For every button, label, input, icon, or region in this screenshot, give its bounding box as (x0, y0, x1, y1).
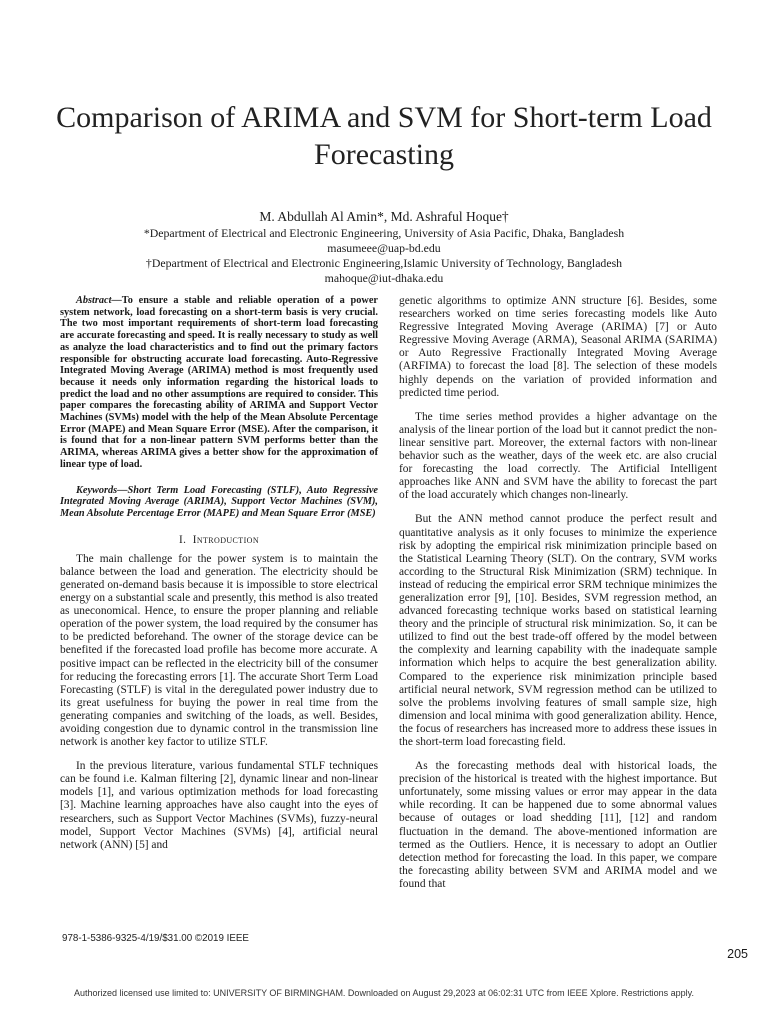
abstract (60, 295, 378, 471)
body-paragraph: As the forecasting methods deal with historical loads, the precision of the historical is treated with the highest importance. But unfortunately, some missing values or error may appear in the data while recording. It can be happened due to some abnormal values because of outages or load shedding [11], [12] and random fluctuation in the demand. The above-mentioned information are termed as the Outliers. Hence, it is necessary to adopt an Outlier detection method for forecasting the load. In this paper, we compare the forecasting ability between SVM and ARIMA model and we found that (399, 760, 717, 890)
body-paragraph: In the previous literature, various fundamental STLF techniques can be found i.e. Kalman filtering [2], dynamic linear and non-linear models [1], and various optimization methods for load forecasting [3]. Machine learning approaches have also caught into the eyes of researchers, such as Support Vector Machines (SVMs), fuzzy-neural model, Support Vector Machines (SVMs) [4], artificial neural network (ANN) [5] and (60, 760, 378, 851)
abstract-text: To ensure a stable and reliable operation of a power system network, load forecasting on a short-term basis is very crucial. The two most important requirements of short-term load forecasting are accurate forecasting and speed. It is really necessary to study as well as analyze the load characteristics and to find out the primary factors responsible for obstructing accurate load forecasting. Auto-Regressive Integrated Moving Average (ARIMA) method is most frequently used because it needs only information regarding the historical loads to predict the load and no other assumptions are required to consider. This paper compares the forecasting ability of ARIMA and Support Vector Machines (SVMs) model with the help of the Mean Absolute Percentage Error (MAPE) and Mean Square Error (MSE). After the comparison, it is found that for a non-linear pattern SVM performs better than the ARIMA, whereas ARIMA gives a better show for the approximation of linear type of load. (60, 295, 378, 470)
author-list: M. Abdullah Al Amin*, Md. Ashraful Hoque† (259, 209, 509, 224)
keywords (60, 485, 378, 520)
section-heading (60, 534, 378, 547)
left-column (60, 295, 378, 863)
keywords-text: Short Term Load Forecasting (STLF), Auto Regressive Integrated Moving Average (ARIMA), Support Vector Machines (SVM), Mean Absolute Percentage Error (MAPE) and Mean Square Error (MSE) (60, 484, 378, 519)
copyright-notice: 978-1-5386-9325-4/19/$31.00 ©2019 IEEE (62, 933, 249, 944)
section-title: Introduction (192, 533, 260, 546)
keywords-label: Keywords— (76, 484, 128, 496)
affiliation-1: *Department of Electrical and Electronic Engineering, University of Asia Pacific, Dhaka, Bangladesh (143, 226, 625, 240)
affiliation-2: †Department of Electrical and Electronic Engineering,Islamic University of Technology, Bangladesh (145, 256, 623, 270)
license-notice: Authorized licensed use limited to: UNIVERSITY OF BIRMINGHAM. Downloaded on August 29,2023 at 06:02:31 UTC from IEEE Xplore. Restrictions apply. (74, 988, 694, 998)
section-number: I. (178, 533, 187, 546)
paper-title: Comparison of ARIMA and SVM for Short-term Load Forecasting (56, 101, 712, 171)
body-paragraph: The main challenge for the power system is to maintain the balance between the load and generation. The electricity should be generated on-demand basis because it is impossible to store electrical energy on a substantial scale and presently, this method is also treated as uneconomical. Hence, to ensure the proper planning and reliable operation of the power system, the load required by the consumer has to be predicted beforehand. The owner of the storage device can be benefited if the forecasted load profile has become more accurate. A positive impact can be reflected in the electricity bill of the consumer for reducing the forecasting errors [1]. The accurate Short Term Load Forecasting (STLF) is vital in the deregulated power industry due to its great usefulness for buying the power in real time from the generating companies and switching of the loads, as well. Besides, avoiding congestion due to dynamic control in the transmission line network is another key factor to utilize STLF. (60, 552, 378, 749)
abstract-label: Abstract— (76, 295, 122, 306)
right-column (399, 295, 717, 902)
email-2: mahoque@iut-dhaka.edu (324, 271, 444, 285)
body-paragraph: But the ANN method cannot produce the perfect result and quantitative analysis as it only focuses to minimize the experience risk by adopting the empirical risk minimization principle based on the Statistical Learning Theory (SLT). On the contrary, SVM works according to the Structural Risk Minimization (SRM) technique. In instead of reducing the empirical error SRM technique minimizes the generalization error [9], [10]. Besides, SVM regression method, an advanced forecasting technique works based on statistical learning theory and the principle of structural risk minimization. So, it can be utilized to find out the best trade-off offered by the model between the complexity and learning capability with the inadequate sample information which helps to acquire the best generalization ability. Compared to the experience risk minimization principle based artificial neural network, SVM regression method can be utilized to solve the problems involving features of small sample size, high dimension and local minima with good generalization ability. Hence, the focus of researchers has increased more to address these issues in the short-term load forecasting field. (399, 513, 717, 748)
page-number: 205 (727, 947, 748, 961)
email-1: masumeee@uap-bd.edu (327, 241, 441, 255)
body-paragraph: The time series method provides a higher advantage on the analysis of the linear portion of the load but it cannot predict the non-linear sensitive part. Moreover, the external factors with non-linear behavior such as the weather, days of the week etc. are also crucial for forecasting the load correctly. The Artificial Intelligent approaches like ANN and SVM have the ability to forecast the part of the load accurately which changes non-linearly. (399, 410, 717, 502)
body-paragraph: genetic algorithms to optimize ANN structure [6]. Besides, some researchers worked on time series forecasting models like Auto Regressive Integrated Moving Average (ARIMA) [7] or Auto Regressive Moving Average (ARMA), Seasonal ARIMA (SARIMA) or Auto Regressive Fractionally Integrated Moving Average (ARFIMA) to forecast the load [8]. The selection of these models highly depends on the variation of provided information and predicted time period. (399, 295, 717, 399)
